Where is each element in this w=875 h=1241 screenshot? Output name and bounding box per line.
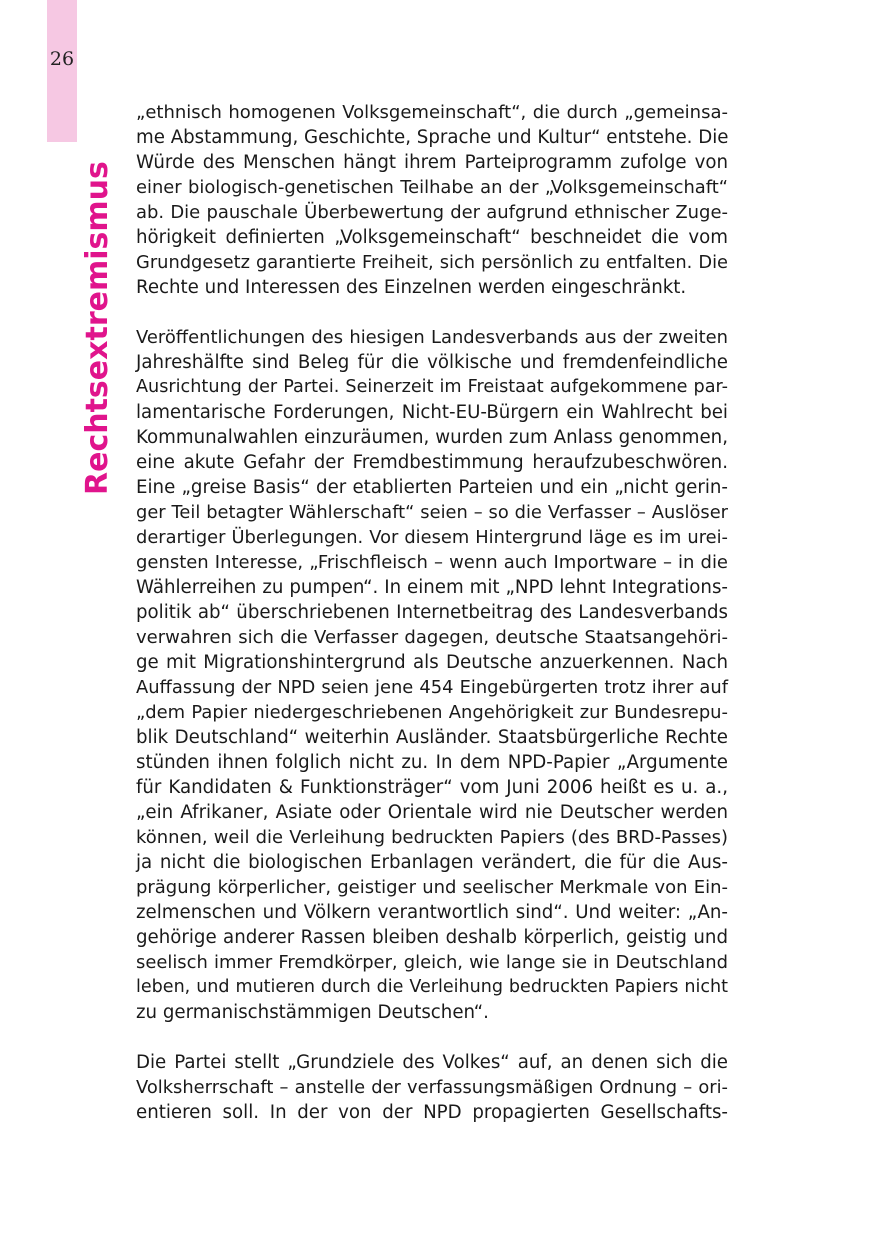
page-number: 26	[49, 48, 75, 70]
text-line: Ausrichtung der Partei. Seinerzeit im Freistaat aufgekommene par-	[136, 377, 728, 397]
text-line: ja nicht die biologischen Erbanlagen verändert, die für die Aus-	[136, 852, 728, 873]
text-line: ger Teil betagter Wählerschaft“ seien – so die Verfasser – Auslöser	[136, 502, 728, 523]
text-line: lamentarische Forderungen, Nicht-EU-Bürgern ein Wahlrecht bei	[136, 402, 728, 423]
text-line: Auffassung der NPD seien jene 454 Eingebürgerten trotz ihrer auf	[136, 677, 728, 698]
text-line: eine akute Gefahr der Fremdbestimmung heraufzubeschwören.	[136, 452, 728, 473]
text-line: „ethnisch homogenen Volksgemeinschaft“, die durch „gemeinsa-	[136, 102, 728, 123]
text-line: derartiger Überlegungen. Vor diesem Hintergrund läge es im urei-	[136, 527, 728, 548]
text-line: gehörige anderer Rassen bleiben deshalb körperlich, geistig und	[136, 927, 728, 948]
text-line: „ein Afrikaner, Asiate oder Orientale wird nie Deutscher werden	[136, 802, 728, 823]
section-side-tab	[47, 0, 77, 142]
text-line: zelmenschen und Völkern verantwortlich sind“. Und weiter: „An-	[136, 902, 728, 923]
body-text	[136, 100, 728, 1150]
text-line: me Abstammung, Geschichte, Sprache und Kultur“ entstehe. Die	[136, 127, 729, 148]
text-line: Rechte und Interessen des Einzelnen werden eingeschränkt.	[136, 277, 687, 298]
text-line: Jahreshälfte sind Beleg für die völkische und fremdenfeindliche	[136, 352, 728, 373]
text-line: Kommunalwahlen einzuräumen, wurden zum Anlass genommen,	[136, 427, 728, 448]
text-line: prägung körperlicher, geistiger und seelischer Merkmale von Ein-	[136, 877, 728, 898]
text-line: stünden ihnen folglich nicht zu. In dem NPD-Papier „Argumente	[136, 752, 728, 773]
text-line: Veröffentlichungen des hiesigen Landesverbands aus der zweiten	[136, 327, 728, 348]
text-line: Die Partei stellt „Grundziele des Volkes“ auf, an denen sich die	[136, 1052, 728, 1073]
text-line: können, weil die Verleihung bedruckten Papiers (des BRD-Passes)	[136, 827, 728, 848]
paragraph	[136, 100, 728, 300]
section-label: Rechtsextremismus	[80, 161, 115, 495]
text-line: ge mit Migrationshintergrund als Deutsche anzuerkennen. Nach	[136, 652, 728, 673]
text-line: zu germanischstämmigen Deutschen“.	[136, 1002, 489, 1023]
text-line: Wählerreihen zu pumpen“. In einem mit „NPD lehnt Integrations-	[136, 577, 728, 598]
text-line: Eine „greise Basis“ der etablierten Parteien und ein „nicht gerin-	[136, 477, 728, 498]
text-line: verwahren sich die Verfasser dagegen, deutsche Staatsangehöri-	[136, 627, 728, 648]
text-line: Würde des Menschen hängt ihrem Parteiprogramm zufolge von	[136, 152, 728, 173]
text-line: einer biologisch-genetischen Teilhabe an der „Volksgemeinschaft“	[136, 177, 728, 198]
text-line: Volksherrschaft – anstelle der verfassungsmäßigen Ordnung – ori-	[136, 1077, 728, 1098]
text-line: Grundgesetz garantierte Freiheit, sich persönlich zu entfalten. Die	[136, 252, 728, 273]
text-line: hörigkeit definierten „Volksgemeinschaft“ beschneidet die vom	[136, 227, 728, 248]
text-line: ab. Die pauschale Überbewertung der aufgrund ethnischer Zuge-	[136, 202, 728, 223]
text-line: entieren soll. In der von der NPD propagierten Gesellschafts-	[136, 1102, 728, 1123]
text-line: seelisch immer Fremdkörper, gleich, wie lange sie in Deutschland	[136, 952, 728, 973]
paragraph	[136, 325, 728, 1025]
text-line: politik ab“ überschriebenen Internetbeitrag des Landesverbands	[136, 602, 728, 623]
text-line: „dem Papier niedergeschriebenen Angehörigkeit zur Bundesrepu-	[136, 702, 728, 723]
text-line: für Kandidaten & Funktionsträger“ vom Juni 2006 heißt es u. a.,	[136, 777, 728, 798]
text-line: blik Deutschland“ weiterhin Ausländer. Staatsbürgerliche Rechte	[136, 727, 728, 748]
paragraph	[136, 1050, 728, 1125]
text-line: gensten Interesse, „Frischfleisch – wenn auch Importware – in die	[136, 552, 728, 573]
text-line: leben, und mutieren durch die Verleihung bedruckten Papiers nicht	[136, 977, 728, 997]
